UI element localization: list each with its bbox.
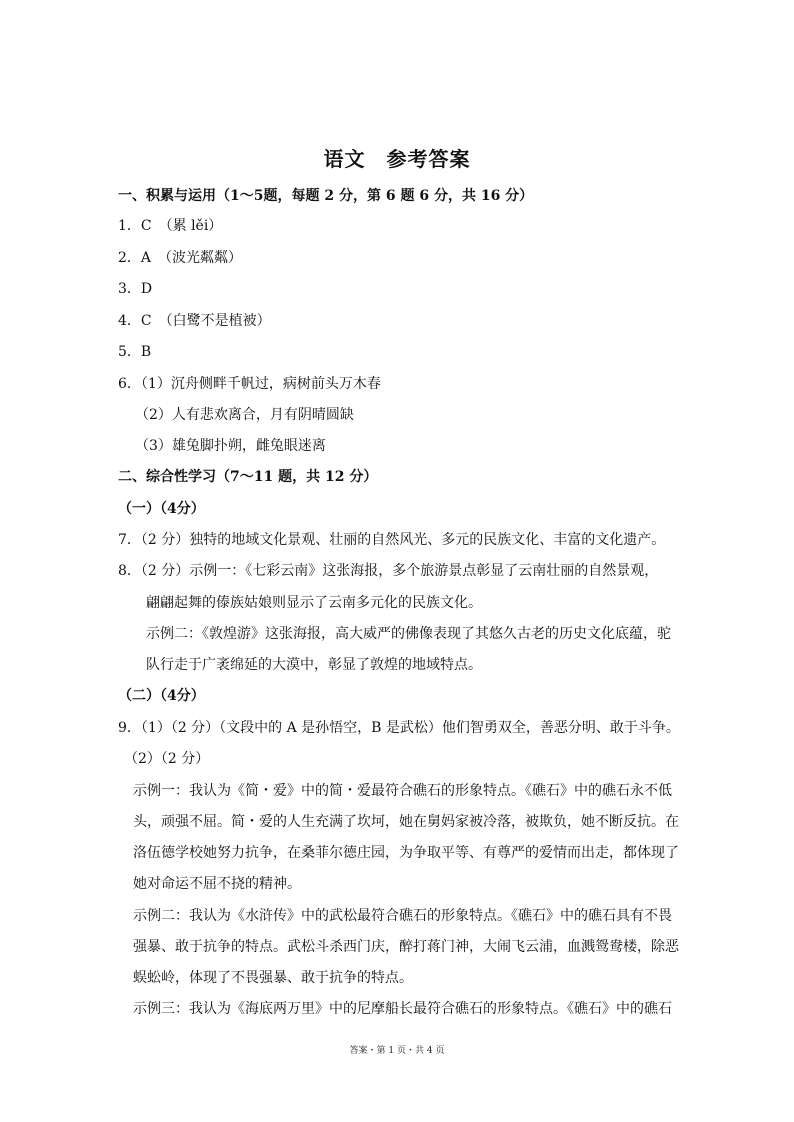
answer-line: 示例二：《敦煌游》这张海报，高大威严的佛像表现了其悠久古老的历史文化底蕴，驼	[146, 626, 671, 642]
answer-line: 示例三：我认为《海底两万里》中的尼摩船长最符合礁石的形象特点。《礁石》中的礁石	[133, 1001, 672, 1017]
answer-line: 5．B	[118, 344, 152, 360]
section-heading: 一、积累与运用（1～5题，每题 2 分，第 6 题 6 分，共 16 分）	[118, 188, 534, 204]
answer-line: 示例二：我认为《水浒传》中的武松最符合礁石的形象特点。《礁石》中的礁石具有不畏	[133, 908, 672, 924]
answer-line: 队行走于广袤绵延的大漠中，彰显了敦煌的地域特点。	[146, 657, 482, 673]
answer-line: 头，顽强不屈。简・爱的人生充满了坎坷，她在舅妈家被冷落，被欺负，她不断反抗。在	[133, 814, 679, 830]
answer-line: 8．（2 分）示例一：《七彩云南》这张海报，多个旅游景点彰显了云南壮丽的自然景观，	[118, 563, 659, 579]
answer-line: 9．（1）（2 分）（文段中的 A 是孙悟空，B 是武松）他们智勇双全，善恶分明、敢于斗争。	[118, 720, 680, 736]
answer-line: 洛伍德学校她努力抗争，在桑菲尔德庄园，为争取平等、有尊严的爱情而出走，都体现了	[133, 845, 679, 861]
answer-line: 7．（2 分）独特的地域文化景观、壮丽的自然风光、多元的民族文化、丰富的文化遗产。	[118, 532, 666, 548]
page-title: 语文 参考答案	[323, 147, 471, 171]
answer-line: 示例一：我认为《简・爱》中的简・爱最符合礁石的形象特点。《礁石》中的礁石永不低	[133, 783, 672, 799]
answer-line: 4．C （白鹭不是植被）	[118, 313, 271, 329]
page-footer: 答案・第 1 页・共 4 页	[349, 1046, 445, 1056]
answer-line: （3）雄兔脚扑朔，雌兔眼迷离	[135, 438, 326, 454]
answer-line: 2．A （波光粼粼）	[118, 250, 243, 266]
answer-line: 她对命运不屈不挠的精神。	[133, 876, 301, 892]
answer-line: 蜈蚣岭，体现了不畏强暴、敢于抗争的特点。	[133, 970, 413, 986]
answer-line: 3．D	[118, 281, 153, 297]
answer-line: （2）（2 分）	[124, 751, 210, 767]
answer-line: 翩翩起舞的傣族姑娘则显示了云南多元化的民族文化。	[146, 595, 482, 611]
answer-line: 强暴、敢于抗争的特点。武松斗杀西门庆，醉打蒋门神，大闹飞云浦，血溅鸳鸯楼，除恶	[133, 939, 679, 955]
answer-line: （2）人有悲欢离合，月有阴晴圆缺	[135, 407, 354, 423]
subsection-heading: （一）（4分）	[118, 501, 205, 517]
section-heading: 二、综合性学习（7～11 题，共 12 分）	[118, 469, 378, 485]
answer-line: 1．C （累 lěi）	[118, 218, 223, 234]
subsection-heading: （二）（4分）	[118, 688, 205, 704]
answer-line: 6．（1）沉舟侧畔千帆过，病树前头万木春	[118, 376, 381, 392]
